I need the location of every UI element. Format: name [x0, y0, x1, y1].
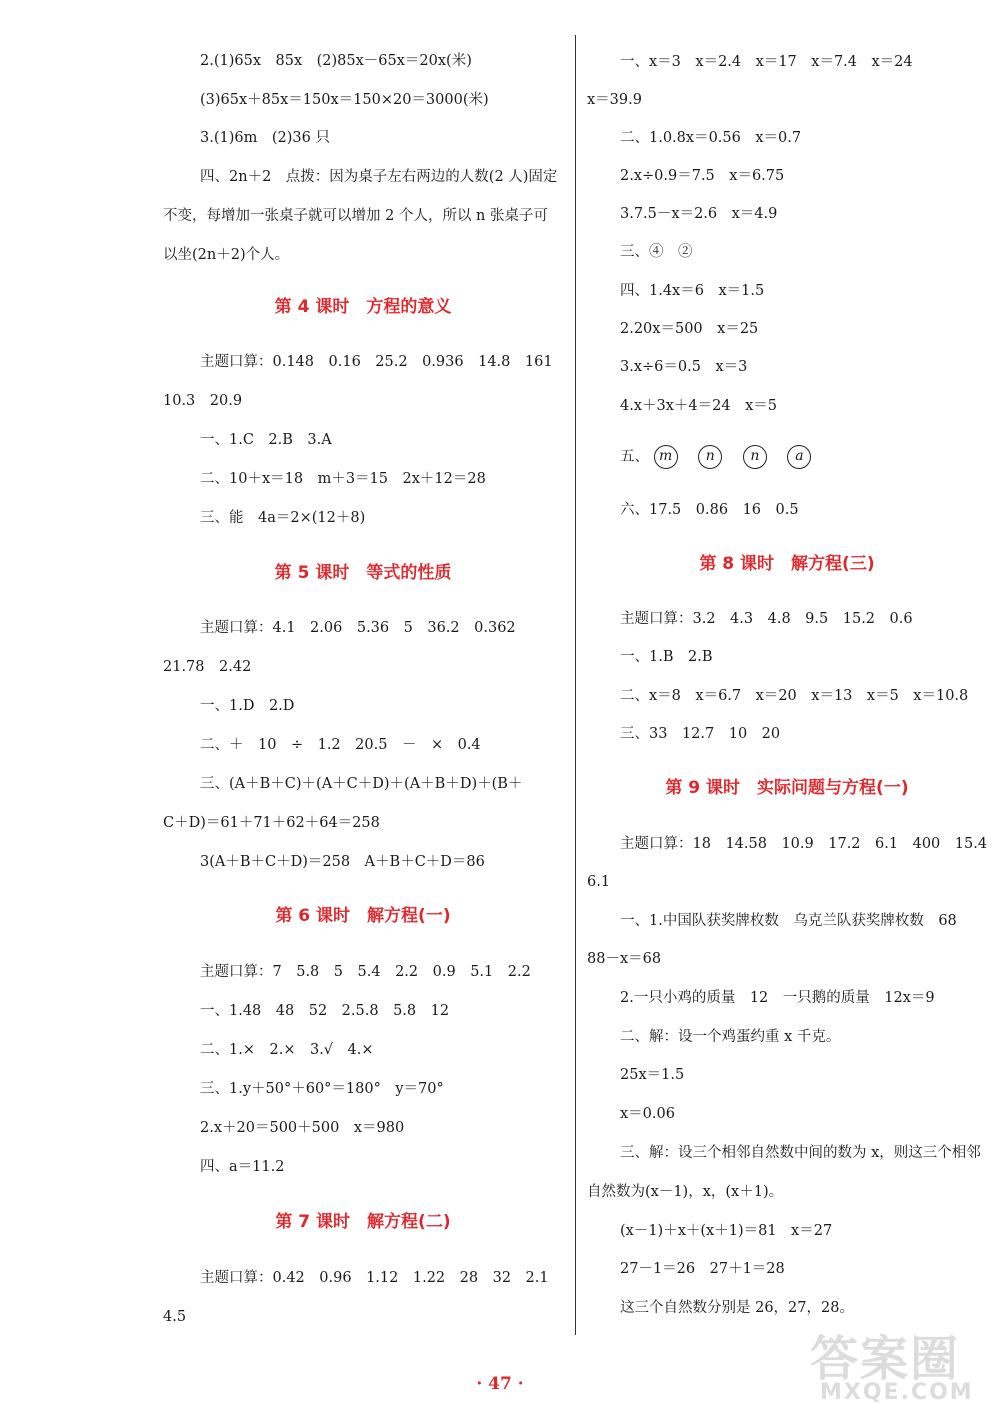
answer-line: 四、1.4x＝6 x＝1.5 [620, 283, 765, 299]
answer-line: 一、x＝3 x＝2.4 x＝17 x＝7.4 x＝24 [620, 54, 913, 70]
answer-line: 三、解：设三个相邻自然数中间的数为 x，则这三个相邻 [620, 1145, 981, 1161]
column-divider [575, 35, 576, 1335]
watermark-url: MXQE.COM [820, 1380, 974, 1405]
watermark-text: 答案圈 [810, 1331, 961, 1387]
lesson-6-heading: 第 6 课时 解方程(一) [275, 906, 451, 926]
answer-line: (3)65x＋85x＝150x＝150×20＝3000(米) [200, 92, 489, 108]
answer-line: 不变，每增加一张桌子就可以增加 2 个人，所以 n 张桌子可 [163, 208, 548, 224]
answer-line: 6.1 [587, 874, 611, 890]
answer-line: 主题口算：3.2 4.3 4.8 9.5 15.2 0.6 [620, 611, 913, 627]
answer-line: 25x＝1.5 [620, 1067, 685, 1083]
page-number: · 47 · [476, 1374, 524, 1394]
answer-line: 2.x÷0.9＝7.5 x＝6.75 [620, 168, 785, 184]
answer-line: 一、1.C 2.B 3.A [200, 432, 332, 448]
answer-line: 一、1.48 48 52 2.5.8 5.8 12 [200, 1003, 450, 1019]
answer-line: 主题口算：0.42 0.96 1.12 1.22 28 32 2.1 [200, 1270, 549, 1286]
lesson-8-heading: 第 8 课时 解方程(三) [699, 554, 875, 574]
answer-line: 2.20x＝500 x＝25 [620, 321, 759, 337]
answer-line: 三、能 4a＝2×(12＋8) [200, 510, 366, 526]
answer-line: 3.(1)6m (2)36 只 [200, 130, 330, 146]
answer-line: 四、2n＋2 点拨：因为桌子左右两边的人数(2 人)固定 [200, 169, 558, 185]
answer-line: 2.x＋20＝500＋500 x＝980 [200, 1120, 405, 1136]
answer-line: 88－x＝68 [587, 951, 662, 967]
answer-line: 二、1.0.8x＝0.56 x＝0.7 [620, 130, 802, 146]
answer-line: 三、④ ② [620, 244, 693, 260]
answer-line: C＋D)＝61＋71＋62＋64＝258 [163, 815, 380, 831]
answer-line: 27－1＝26 27＋1＝28 [620, 1261, 785, 1277]
answer-line: 二、＋ 10 ÷ 1.2 20.5 － × 0.4 [200, 737, 481, 753]
answer-label: 五、 [620, 449, 649, 465]
answer-line: 主题口算：0.148 0.16 25.2 0.936 14.8 161 [200, 354, 553, 370]
answer-line: 3(A＋B＋C＋D)＝258 A＋B＋C＋D＝86 [200, 854, 485, 870]
answer-line: 二、解：设一个鸡蛋约重 x 千克。 [620, 1029, 841, 1045]
answer-line: 2.一只小鸡的质量 12 一只鹅的质量 12x＝9 [620, 990, 935, 1006]
lesson-9-heading: 第 9 课时 实际问题与方程(一) [665, 778, 909, 798]
answer-line: 21.78 2.42 [163, 659, 252, 675]
circled-letter: m [654, 445, 678, 469]
answer-line: 六、17.5 0.86 16 0.5 [620, 502, 799, 518]
answer-line: (x－1)＋x＋(x＋1)＝81 x＝27 [620, 1223, 833, 1239]
answer-line: 一、1.B 2.B [620, 649, 713, 665]
answer-line: 主题口算：4.1 2.06 5.36 5 36.2 0.362 [200, 620, 516, 636]
circled-letter: a [787, 445, 811, 469]
answer-line: 四、a＝11.2 [200, 1159, 285, 1175]
answer-line: 自然数为(x－1)，x，(x＋1)。 [587, 1184, 784, 1200]
answer-line: 2.(1)65x 85x (2)85x－65x＝20x(米) [200, 53, 472, 69]
lesson-7-heading: 第 7 课时 解方程(二) [275, 1212, 451, 1232]
circled-letter: n [743, 445, 767, 469]
answer-line: 一、1.D 2.D [200, 698, 295, 714]
lesson-4-heading: 第 4 课时 方程的意义 [274, 297, 452, 317]
lesson-5-heading: 第 5 课时 等式的性质 [274, 563, 452, 583]
answer-line: x＝0.06 [620, 1106, 675, 1122]
answer-line: 三、(A＋B＋C)＋(A＋C＋D)＋(A＋B＋D)＋(B＋ [200, 776, 523, 792]
watermark-logo [810, 1320, 990, 1410]
answer-line: 二、1.× 2.× 3.√ 4.× [200, 1042, 374, 1058]
circled-letter: n [698, 445, 722, 469]
answer-line: 三、1.y＋50°＋60°＝180° y＝70° [200, 1081, 444, 1097]
answer-line: 二、10＋x＝18 m＋3＝15 2x＋12＝28 [200, 471, 486, 487]
answer-line: 三、33 12.7 10 20 [620, 726, 781, 742]
answer-line: 4.5 [163, 1309, 187, 1325]
answer-line: 主题口算：7 5.8 5 5.4 2.2 0.9 5.1 2.2 [200, 964, 531, 980]
answer-line: x＝39.9 [587, 92, 642, 108]
answer-line: 3.x÷6＝0.5 x＝3 [620, 359, 748, 375]
answer-line: 以坐(2n＋2)个人。 [163, 247, 290, 263]
answer-line: 二、x＝8 x＝6.7 x＝20 x＝13 x＝5 x＝10.8 [620, 688, 969, 704]
answer-line: 4.x＋3x＋4＝24 x＝5 [620, 398, 777, 414]
answer-line: 3.7.5－x＝2.6 x＝4.9 [620, 206, 778, 222]
circled-letters-row [620, 444, 827, 470]
answer-line: 一、1.中国队获奖牌枚数 乌克兰队获奖牌枚数 68 [620, 913, 957, 929]
answer-line: 主题口算：18 14.58 10.9 17.2 6.1 400 15.4 [620, 836, 988, 852]
answer-line: 10.3 20.9 [163, 393, 243, 409]
answer-line: 这三个自然数分别是 26，27，28。 [620, 1300, 854, 1316]
